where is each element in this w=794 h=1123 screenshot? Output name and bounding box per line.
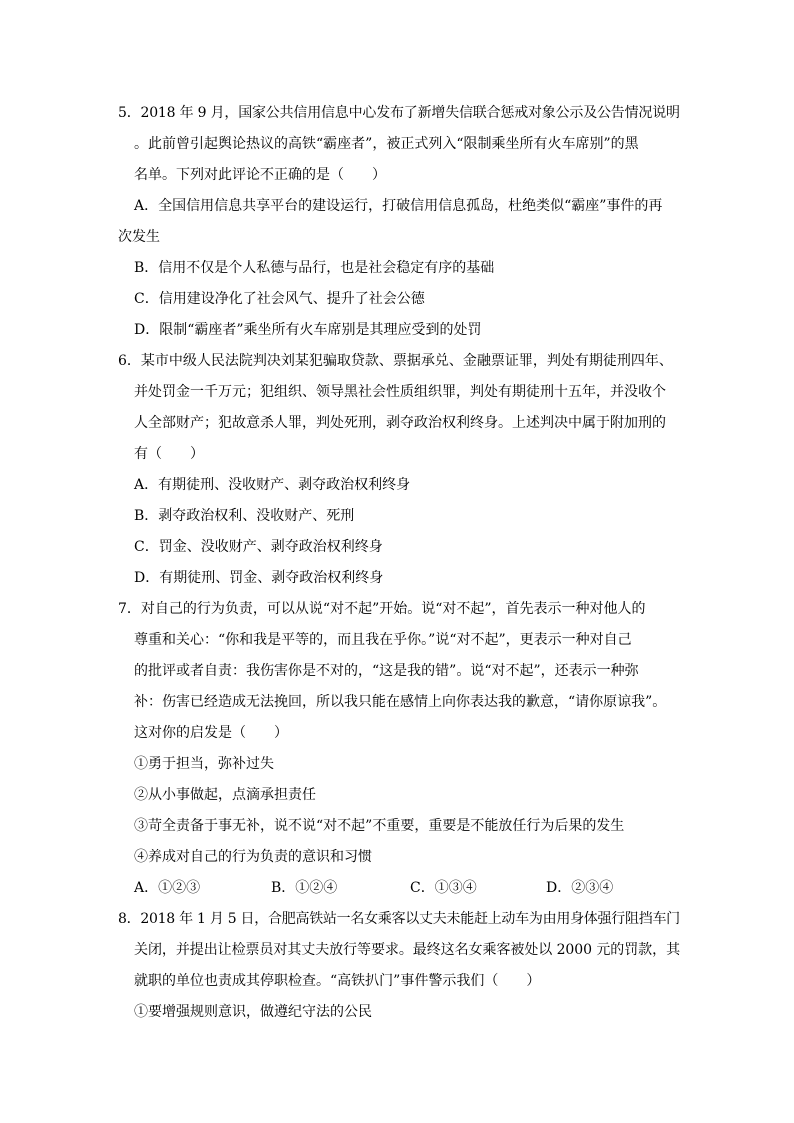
question-stem-line: 人全部财产；犯故意杀人罪，判处死刑，剥夺政治权利终身。上述判决中属于附加刑的 xyxy=(134,415,666,431)
option-b: B．信用不仅是个人私德与品行，也是社会稳定有序的基础 xyxy=(134,260,495,276)
answer-choices-row xyxy=(0,878,794,898)
question-stem-line: 。此前曾引起舆论热议的高铁“霸座者”，被正式列入“限制乘坐所有火车席别”的黑 xyxy=(134,136,639,152)
option-d: D．有期徒刑、罚金、剥夺政治权利终身 xyxy=(134,570,384,586)
option-b: B．剥夺政治权利、没收财产、死刑 xyxy=(134,508,355,524)
question-stem-line: 有（ ） xyxy=(134,446,204,462)
question-stem-line: 就职的单位也责成其停职检查。“高铁扒门”事件警示我们（ ） xyxy=(134,973,541,989)
choice-b: B．①②④ xyxy=(271,880,338,896)
statement-item: ①勇于担当，弥补过失 xyxy=(134,756,274,772)
option-c: C．罚金、没收财产、剥夺政治权利终身 xyxy=(134,539,383,555)
question-stem-line: 补：伤害已经造成无法挽回，所以我只能在感情上向你表达我的歉意，“请你原谅我”。 xyxy=(134,694,667,710)
option-c: C．信用建设净化了社会风气、提升了社会公德 xyxy=(134,291,425,307)
question-stem-line: 7．对自己的行为负责，可以从说“对不起”开始。说“对不起”，首先表示一种对他人的 xyxy=(118,601,646,617)
question-stem-line: 6．某市中级人民法院判决刘某犯骗取贷款、票据承兑、金融票证罪，判处有期徒刑四年、 xyxy=(118,353,673,369)
question-stem-line: 名单。下列对此评论不正确的是（ ） xyxy=(134,167,386,183)
question-stem-line: 5．2018 年 9 月，国家公共信用信息中心发布了新增失信联合惩戒对象公示及公告情况说明 xyxy=(118,105,680,121)
question-stem-line: 这对你的启发是（ ） xyxy=(134,725,288,741)
question-stem-line: 关闭，并提出让检票员对其丈夫放行等要求。最终这名女乘客被处以 2000 元的罚款，其 xyxy=(134,942,681,958)
statement-item: ①要增强规则意识，做遵纪守法的公民 xyxy=(134,1004,372,1020)
statement-item: ②从小事做起，点滴承担责任 xyxy=(134,787,316,803)
question-stem-line: 8．2018 年 1 月 5 日，合肥高铁站一名女乘客以丈夫未能赶上动车为由用身体强行阻挡车门 xyxy=(118,911,680,927)
statement-item: ④养成对自己的行为负责的意识和习惯 xyxy=(134,849,372,865)
option-a-continued: 次发生 xyxy=(118,229,160,245)
choice-a: A．①②③ xyxy=(134,880,201,896)
choice-c: C．①③④ xyxy=(410,880,477,896)
option-a: A．全国信用信息共享平台的建设运行，打破信用信息孤岛，杜绝类似“霸座”事件的再 xyxy=(134,198,663,214)
question-stem-line: 并处罚金一千万元；犯组织、领导黑社会性质组织罪，判处有期徒刑十五年，并没收个 xyxy=(134,384,666,400)
option-d: D．限制“霸座者”乘坐所有火车席别是其理应受到的处罚 xyxy=(134,322,482,338)
question-stem-line: 的批评或者自责：我伤害你是不对的，“这是我的错”。说“对不起”，还表示一种弥 xyxy=(134,663,639,679)
choice-d: D．②③④ xyxy=(546,880,614,896)
question-stem-line: 尊重和关心：“你和我是平等的，而且我在乎你。”说“对不起”，更表示一种对自己 xyxy=(134,632,632,648)
option-a: A．有期徒刑、没收财产、剥夺政治权利终身 xyxy=(134,477,411,493)
statement-item: ③苛全责备于事无补，说不说“对不起”不重要，重要是不能放任行为后果的发生 xyxy=(134,818,625,834)
